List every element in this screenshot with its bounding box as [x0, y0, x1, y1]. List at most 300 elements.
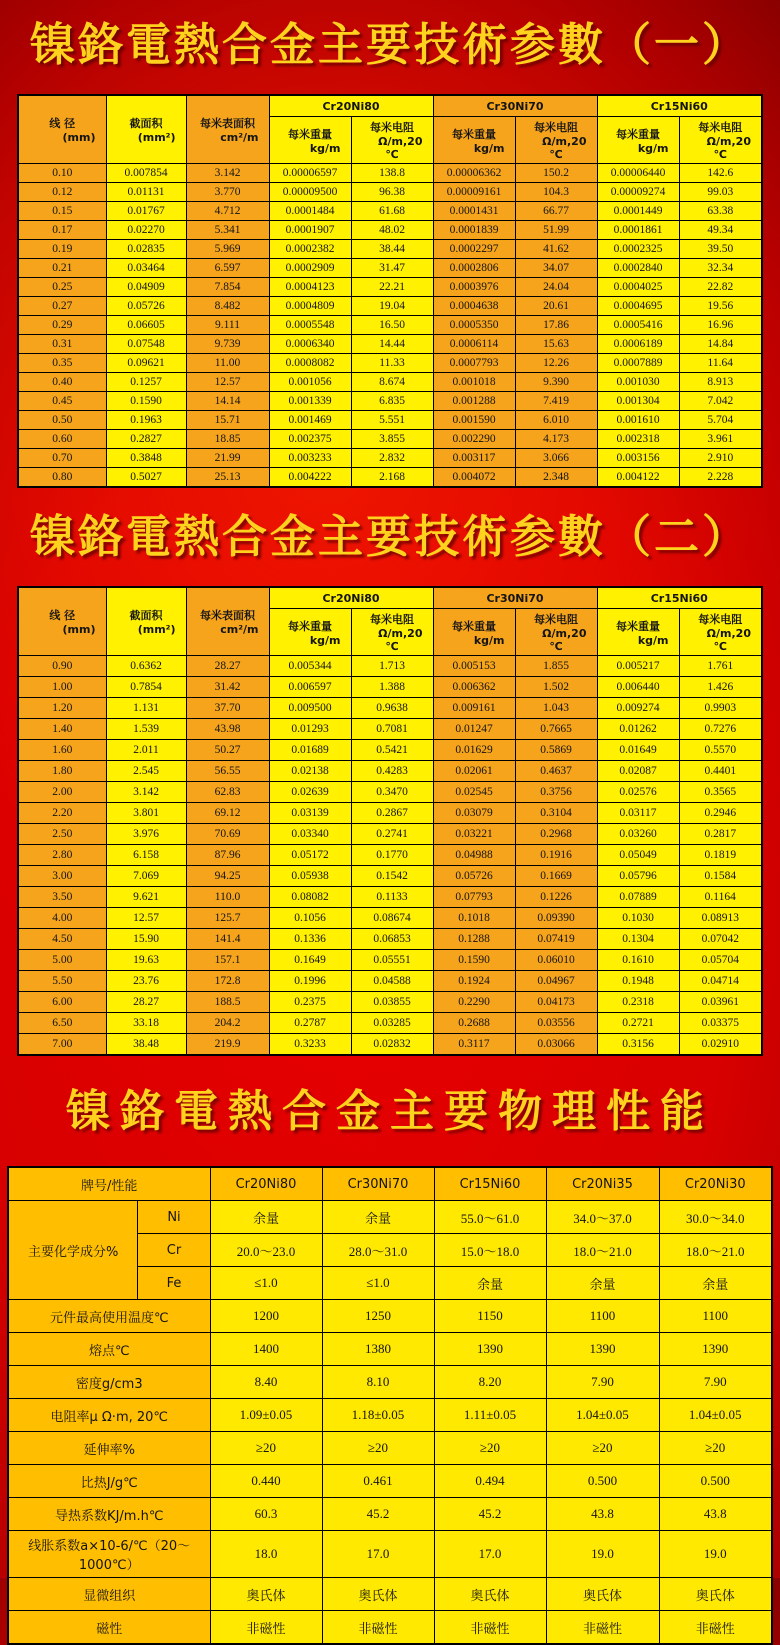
table-row	[18, 887, 762, 908]
table-row	[18, 992, 762, 1013]
cr15ni60-weight-cell: 0.00009274	[597, 183, 679, 202]
cr30ni70-resistance-cell: 6.010	[515, 411, 597, 430]
property-value-cell: 1.11±0.05	[434, 1399, 546, 1432]
cr30ni70-weight-cell: 0.0002806	[433, 259, 515, 278]
table-row	[18, 335, 762, 354]
composition-value-cell: 34.0～37.0	[546, 1201, 659, 1234]
cr30ni70-resistance-cell: 3.066	[515, 449, 597, 468]
cr15ni60-weight-cell: 0.002318	[597, 430, 679, 449]
surface-area-cell: 8.482	[186, 297, 269, 316]
diameter-cell: 0.25	[18, 278, 106, 297]
cr20ni80-weight-cell: 0.006597	[269, 677, 351, 698]
table-row	[8, 1578, 772, 1611]
surface-area-cell: 7.854	[186, 278, 269, 297]
diameter-cell: 6.50	[18, 1013, 106, 1034]
resistance-per-meter-header	[679, 609, 762, 656]
cr30ni70-resistance-cell: 0.4637	[515, 761, 597, 782]
cr15ni60-weight-cell: 0.0004695	[597, 297, 679, 316]
surface-area-cell: 14.14	[186, 392, 269, 411]
cr30ni70-resistance-cell: 0.1226	[515, 887, 597, 908]
cr30ni70-weight-cell: 0.006362	[433, 677, 515, 698]
cr30ni70-weight-cell: 0.3117	[433, 1034, 515, 1056]
cr15ni60-resistance-cell: 19.56	[679, 297, 762, 316]
cr15ni60-resistance-cell: 0.2946	[679, 803, 762, 824]
diameter-cell: 0.31	[18, 335, 106, 354]
weight-per-meter-header	[269, 609, 351, 656]
cr15ni60-weight-cell: 0.02087	[597, 761, 679, 782]
property-label: 显微组织	[8, 1578, 210, 1611]
cr15ni60-resistance-cell: 11.64	[679, 354, 762, 373]
section-area-cell: 0.04909	[106, 278, 186, 297]
header-label: 每米电阻	[698, 613, 743, 626]
cr15ni60-resistance-cell: 0.1819	[679, 845, 762, 866]
cr30ni70-resistance-cell: 9.390	[515, 373, 597, 392]
property-value-cell: 19.0	[546, 1531, 659, 1578]
cr20ni80-resistance-cell: 0.02832	[351, 1034, 433, 1056]
cr30ni70-resistance-cell: 0.09390	[515, 908, 597, 929]
header-label: 截面积	[129, 117, 163, 130]
section-area-cell: 0.01131	[106, 183, 186, 202]
surface-area-cell: 56.55	[186, 761, 269, 782]
surface-area-header	[186, 95, 269, 164]
property-value-cell: 0.461	[322, 1465, 434, 1498]
cr20ni80-weight-cell: 0.0004809	[269, 297, 351, 316]
diameter-cell: 0.70	[18, 449, 106, 468]
cr15ni60-weight-cell: 0.05796	[597, 866, 679, 887]
table-row	[18, 656, 762, 677]
cr30ni70-resistance-cell: 24.04	[515, 278, 597, 297]
section-area-cell: 1.131	[106, 698, 186, 719]
property-value-cell: 8.40	[210, 1366, 322, 1399]
cr20ni80-weight-cell: 0.2787	[269, 1013, 351, 1034]
section-area-cell: 38.48	[106, 1034, 186, 1056]
cr20ni80-weight-cell: 0.003233	[269, 449, 351, 468]
cr30ni70-weight-cell: 0.2290	[433, 992, 515, 1013]
surface-area-cell: 70.69	[186, 824, 269, 845]
cr20ni80-resistance-cell: 14.44	[351, 335, 433, 354]
section-area-cell: 6.158	[106, 845, 186, 866]
cr15ni60-resistance-cell: 0.03961	[679, 992, 762, 1013]
cr20ni80-resistance-cell: 0.05551	[351, 950, 433, 971]
property-value-cell: 1.18±0.05	[322, 1399, 434, 1432]
header-unit: (mm)	[62, 623, 96, 636]
composition-value-cell: 余量	[546, 1267, 659, 1300]
property-label: 线胀系数a×10-6/℃（20～1000℃）	[8, 1531, 210, 1578]
cr30ni70-resistance-cell: 1.502	[515, 677, 597, 698]
surface-area-cell: 69.12	[186, 803, 269, 824]
surface-area-cell: 25.13	[186, 468, 269, 488]
diameter-cell: 0.80	[18, 468, 106, 488]
section-area-cell: 0.2827	[106, 430, 186, 449]
physical-properties-table	[7, 1166, 773, 1645]
header-unit: Ω/m,20	[378, 627, 423, 640]
property-value-cell: 非磁性	[546, 1611, 659, 1645]
cr15ni60-resistance-cell: 2.228	[679, 468, 762, 488]
brand-header: Cr15Ni60	[434, 1167, 546, 1201]
table-body	[18, 164, 762, 488]
cr15ni60-weight-cell: 0.0007889	[597, 354, 679, 373]
surface-area-cell: 188.5	[186, 992, 269, 1013]
cr30ni70-resistance-cell: 0.3756	[515, 782, 597, 803]
diameter-cell: 5.50	[18, 971, 106, 992]
surface-area-cell: 15.71	[186, 411, 269, 430]
cr20ni80-resistance-cell: 3.855	[351, 430, 433, 449]
table-row	[18, 392, 762, 411]
cr15ni60-resistance-cell: 16.96	[679, 316, 762, 335]
cr15ni60-weight-cell: 0.0001449	[597, 202, 679, 221]
cr15ni60-weight-cell: 0.00006440	[597, 164, 679, 183]
diameter-cell: 0.90	[18, 656, 106, 677]
header-label: 每米电阻	[534, 121, 578, 134]
header-unit: Ω/m,20	[378, 135, 423, 148]
cr15ni60-resistance-cell: 99.03	[679, 183, 762, 202]
cr15ni60-weight-cell: 0.0005416	[597, 316, 679, 335]
section-area-cell: 2.011	[106, 740, 186, 761]
header-unit: kg/m	[309, 633, 341, 647]
table-row	[18, 411, 762, 430]
cr20ni80-weight-cell: 0.08082	[269, 887, 351, 908]
cr30ni70-weight-cell: 0.0006114	[433, 335, 515, 354]
cr15ni60-weight-cell: 0.005217	[597, 656, 679, 677]
cr15ni60-weight-cell: 0.1610	[597, 950, 679, 971]
composition-value-cell: 余量	[659, 1267, 772, 1300]
element-label: Cr	[138, 1234, 210, 1267]
table-row	[18, 824, 762, 845]
diameter-header	[18, 95, 106, 164]
surface-area-cell: 204.2	[186, 1013, 269, 1034]
alloy-group-header: Cr30Ni70	[433, 95, 597, 117]
cr15ni60-resistance-cell: 0.03375	[679, 1013, 762, 1034]
header-label: 线 径	[49, 117, 76, 130]
header-unit: kg/m	[473, 633, 505, 647]
cr30ni70-resistance-cell: 12.26	[515, 354, 597, 373]
cr20ni80-weight-cell: 0.0002382	[269, 240, 351, 259]
section-area-cell: 9.621	[106, 887, 186, 908]
header-row	[8, 1167, 772, 1201]
cr15ni60-weight-cell: 0.1304	[597, 929, 679, 950]
cr30ni70-weight-cell: 0.03079	[433, 803, 515, 824]
cr30ni70-weight-cell: 0.2688	[433, 1013, 515, 1034]
header-unit: kg/m	[637, 141, 669, 155]
table-row	[18, 221, 762, 240]
cr15ni60-resistance-cell: 0.1164	[679, 887, 762, 908]
surface-area-header	[186, 587, 269, 656]
table-row	[18, 950, 762, 971]
header-row	[18, 587, 762, 609]
cr15ni60-resistance-cell: 142.6	[679, 164, 762, 183]
property-value-cell: 43.8	[546, 1498, 659, 1531]
property-value-cell: 0.500	[546, 1465, 659, 1498]
cr20ni80-weight-cell: 0.005344	[269, 656, 351, 677]
property-value-cell: 0.440	[210, 1465, 322, 1498]
cr30ni70-weight-cell: 0.003117	[433, 449, 515, 468]
table-header	[18, 587, 762, 656]
cr15ni60-weight-cell: 0.1030	[597, 908, 679, 929]
diameter-cell: 0.45	[18, 392, 106, 411]
cr30ni70-weight-cell: 0.1018	[433, 908, 515, 929]
cr15ni60-weight-cell: 0.0004025	[597, 278, 679, 297]
composition-value-cell: 18.0～21.0	[659, 1234, 772, 1267]
cr30ni70-resistance-cell: 20.61	[515, 297, 597, 316]
surface-area-cell: 3.770	[186, 183, 269, 202]
property-value-cell: 非磁性	[434, 1611, 546, 1645]
cr20ni80-resistance-cell: 0.2867	[351, 803, 433, 824]
diameter-cell: 0.12	[18, 183, 106, 202]
diameter-cell: 0.29	[18, 316, 106, 335]
header-label: 每米重量	[288, 619, 332, 633]
header-unit: ℃	[713, 640, 727, 653]
property-label: 磁性	[8, 1611, 210, 1645]
cr30ni70-weight-cell: 0.01629	[433, 740, 515, 761]
table-row	[18, 1013, 762, 1034]
cr30ni70-resistance-cell: 0.03066	[515, 1034, 597, 1056]
alloy-group-header: Cr15Ni60	[597, 95, 762, 117]
property-value-cell: 1400	[210, 1333, 322, 1366]
cr30ni70-resistance-cell: 2.348	[515, 468, 597, 488]
cr15ni60-resistance-cell: 49.34	[679, 221, 762, 240]
table-row	[18, 1034, 762, 1056]
cr15ni60-resistance-cell: 1.761	[679, 656, 762, 677]
cr30ni70-weight-cell: 0.0003976	[433, 278, 515, 297]
composition-value-cell: 20.0～23.0	[210, 1234, 322, 1267]
property-label: 电阻率μ Ω·m, 20℃	[8, 1399, 210, 1432]
property-value-cell: 奥氏体	[322, 1578, 434, 1611]
section-area-cell: 0.1257	[106, 373, 186, 392]
cr20ni80-weight-cell: 0.001339	[269, 392, 351, 411]
property-label: 比热J/g℃	[8, 1465, 210, 1498]
weight-per-meter-header	[269, 117, 351, 164]
cr30ni70-resistance-cell: 66.77	[515, 202, 597, 221]
property-value-cell: 非磁性	[659, 1611, 772, 1645]
section-area-header	[106, 95, 186, 164]
section-area-cell: 23.76	[106, 971, 186, 992]
diameter-cell: 3.50	[18, 887, 106, 908]
table-body	[18, 656, 762, 1056]
cr20ni80-weight-cell: 0.02138	[269, 761, 351, 782]
section-area-cell: 0.02835	[106, 240, 186, 259]
alloy-group-header: Cr15Ni60	[597, 587, 762, 609]
diameter-cell: 1.20	[18, 698, 106, 719]
property-value-cell: 0.494	[434, 1465, 546, 1498]
diameter-cell: 3.00	[18, 866, 106, 887]
cr15ni60-resistance-cell: 0.7276	[679, 719, 762, 740]
cr20ni80-resistance-cell: 0.1133	[351, 887, 433, 908]
surface-area-cell: 9.739	[186, 335, 269, 354]
cr30ni70-weight-cell: 0.0002297	[433, 240, 515, 259]
diameter-cell: 0.15	[18, 202, 106, 221]
composition-value-cell: ≤1.0	[210, 1267, 322, 1300]
property-value-cell: 17.0	[322, 1531, 434, 1578]
diameter-cell: 1.40	[18, 719, 106, 740]
cr30ni70-weight-cell: 0.1924	[433, 971, 515, 992]
cr20ni80-weight-cell: 0.004222	[269, 468, 351, 488]
cr20ni80-weight-cell: 0.002375	[269, 430, 351, 449]
table-row	[8, 1333, 772, 1366]
cr30ni70-resistance-cell: 1.855	[515, 656, 597, 677]
property-value-cell: ≥20	[659, 1432, 772, 1465]
cr30ni70-resistance-cell: 0.1916	[515, 845, 597, 866]
page-title-tech-params-1: 镍鉻電熱合金主要技術参數（一）	[29, 18, 750, 71]
table-row	[18, 164, 762, 183]
property-value-cell: 奥氏体	[546, 1578, 659, 1611]
header-label: 每米重量	[616, 127, 660, 141]
cr15ni60-weight-cell: 0.03260	[597, 824, 679, 845]
cr30ni70-resistance-cell: 34.07	[515, 259, 597, 278]
header-unit: Ω/m,20	[542, 627, 587, 640]
property-value-cell: 1250	[322, 1300, 434, 1333]
cr20ni80-resistance-cell: 0.03285	[351, 1013, 433, 1034]
diameter-cell: 4.50	[18, 929, 106, 950]
cr15ni60-weight-cell: 0.004122	[597, 468, 679, 488]
cr15ni60-weight-cell: 0.0002840	[597, 259, 679, 278]
cr15ni60-resistance-cell: 1.426	[679, 677, 762, 698]
cr30ni70-resistance-cell: 0.5869	[515, 740, 597, 761]
property-value-cell: 奥氏体	[210, 1578, 322, 1611]
table-row	[18, 677, 762, 698]
cr15ni60-resistance-cell: 39.50	[679, 240, 762, 259]
section-area-cell: 19.63	[106, 950, 186, 971]
header-label: 每米电阻	[370, 121, 414, 134]
cr30ni70-weight-cell: 0.001288	[433, 392, 515, 411]
diameter-cell: 1.80	[18, 761, 106, 782]
property-value-cell: 非磁性	[210, 1611, 322, 1645]
cr30ni70-weight-cell: 0.009161	[433, 698, 515, 719]
header-label: 截面积	[129, 609, 163, 622]
cr30ni70-weight-cell: 0.0005350	[433, 316, 515, 335]
cr30ni70-weight-cell: 0.0007793	[433, 354, 515, 373]
alloy-group-header: Cr20Ni80	[269, 95, 433, 117]
cr20ni80-weight-cell: 0.0006340	[269, 335, 351, 354]
cr20ni80-resistance-cell: 0.06853	[351, 929, 433, 950]
section-area-header	[106, 587, 186, 656]
section-area-cell: 3.976	[106, 824, 186, 845]
header-unit: (mm²)	[137, 623, 176, 636]
cr30ni70-weight-cell: 0.005153	[433, 656, 515, 677]
surface-area-cell: 141.4	[186, 929, 269, 950]
cr20ni80-resistance-cell: 19.04	[351, 297, 433, 316]
table-row	[18, 719, 762, 740]
cr20ni80-weight-cell: 0.01689	[269, 740, 351, 761]
cr15ni60-weight-cell: 0.006440	[597, 677, 679, 698]
cr30ni70-weight-cell: 0.004072	[433, 468, 515, 488]
cr15ni60-resistance-cell: 0.08913	[679, 908, 762, 929]
weight-per-meter-header	[433, 609, 515, 656]
diameter-cell: 0.40	[18, 373, 106, 392]
property-value-cell: 17.0	[434, 1531, 546, 1578]
header-label: 每米电阻	[534, 613, 578, 626]
cr30ni70-resistance-cell: 0.06010	[515, 950, 597, 971]
surface-area-cell: 125.7	[186, 908, 269, 929]
header-unit: ℃	[385, 148, 399, 161]
cr30ni70-weight-cell: 0.001590	[433, 411, 515, 430]
composition-value-cell: 18.0～21.0	[546, 1234, 659, 1267]
table-row	[18, 373, 762, 392]
cr15ni60-weight-cell: 0.3156	[597, 1034, 679, 1056]
surface-area-cell: 219.9	[186, 1034, 269, 1056]
surface-area-cell: 5.969	[186, 240, 269, 259]
cr20ni80-weight-cell: 0.0001484	[269, 202, 351, 221]
cr20ni80-weight-cell: 0.02639	[269, 782, 351, 803]
property-value-cell: 1.04±0.05	[659, 1399, 772, 1432]
cr30ni70-resistance-cell: 0.04173	[515, 992, 597, 1013]
cr30ni70-weight-cell: 0.0004638	[433, 297, 515, 316]
cr20ni80-resistance-cell: 6.835	[351, 392, 433, 411]
header-label: 每米重量	[452, 619, 496, 633]
diameter-cell: 2.20	[18, 803, 106, 824]
cr30ni70-resistance-cell: 0.7665	[515, 719, 597, 740]
diameter-cell: 0.27	[18, 297, 106, 316]
diameter-cell: 2.00	[18, 782, 106, 803]
property-value-cell: 7.90	[659, 1366, 772, 1399]
cr20ni80-weight-cell: 0.0005548	[269, 316, 351, 335]
section-area-cell: 0.1590	[106, 392, 186, 411]
cr20ni80-weight-cell: 0.03139	[269, 803, 351, 824]
cr20ni80-weight-cell: 0.001056	[269, 373, 351, 392]
alloy-group-header: Cr30Ni70	[433, 587, 597, 609]
surface-area-cell: 87.96	[186, 845, 269, 866]
surface-area-cell: 6.597	[186, 259, 269, 278]
property-value-cell: 8.20	[434, 1366, 546, 1399]
cr15ni60-resistance-cell: 0.3565	[679, 782, 762, 803]
header-unit: kg/m	[473, 141, 505, 155]
cr30ni70-resistance-cell: 7.419	[515, 392, 597, 411]
cr15ni60-weight-cell: 0.02576	[597, 782, 679, 803]
composition-value-cell: 15.0～18.0	[434, 1234, 546, 1267]
property-value-cell: 1390	[546, 1333, 659, 1366]
composition-value-cell: 30.0～34.0	[659, 1201, 772, 1234]
table-row	[18, 183, 762, 202]
cr30ni70-weight-cell: 0.1590	[433, 950, 515, 971]
diameter-cell: 1.60	[18, 740, 106, 761]
header-unit: kg/m	[637, 633, 669, 647]
table-row	[18, 278, 762, 297]
header-label: 每米重量	[616, 619, 660, 633]
property-value-cell: 60.3	[210, 1498, 322, 1531]
cr15ni60-weight-cell: 0.01649	[597, 740, 679, 761]
cr30ni70-resistance-cell: 150.2	[515, 164, 597, 183]
cr20ni80-resistance-cell: 0.1770	[351, 845, 433, 866]
tech-params-table-1	[17, 94, 763, 488]
header-label: 每米电阻	[370, 613, 414, 626]
header-row	[18, 95, 762, 117]
diameter-cell: 1.00	[18, 677, 106, 698]
surface-area-cell: 110.0	[186, 887, 269, 908]
cr20ni80-weight-cell: 0.00006597	[269, 164, 351, 183]
diameter-cell: 0.60	[18, 430, 106, 449]
cr20ni80-resistance-cell: 0.4283	[351, 761, 433, 782]
header-label: 每米重量	[288, 127, 332, 141]
cr20ni80-resistance-cell: 16.50	[351, 316, 433, 335]
cr20ni80-resistance-cell: 138.8	[351, 164, 433, 183]
cr20ni80-resistance-cell: 0.03855	[351, 992, 433, 1013]
cr15ni60-weight-cell: 0.001610	[597, 411, 679, 430]
cr20ni80-resistance-cell: 0.9638	[351, 698, 433, 719]
table-row	[18, 316, 762, 335]
cr15ni60-weight-cell: 0.07889	[597, 887, 679, 908]
brand-header: Cr30Ni70	[322, 1167, 434, 1201]
alloy-group-header: Cr20Ni80	[269, 587, 433, 609]
page-title-physical-properties: 镍鉻電熱合金主要物理性能	[66, 1086, 714, 1137]
table-row	[18, 908, 762, 929]
diameter-cell: 0.19	[18, 240, 106, 259]
property-value-cell: 19.0	[659, 1531, 772, 1578]
cr30ni70-resistance-cell: 15.63	[515, 335, 597, 354]
header-unit: ℃	[385, 640, 399, 653]
chemical-composition-label: 主要化学成分%	[8, 1201, 138, 1300]
cr15ni60-weight-cell: 0.0006189	[597, 335, 679, 354]
table-row	[18, 866, 762, 887]
cr20ni80-resistance-cell: 8.674	[351, 373, 433, 392]
